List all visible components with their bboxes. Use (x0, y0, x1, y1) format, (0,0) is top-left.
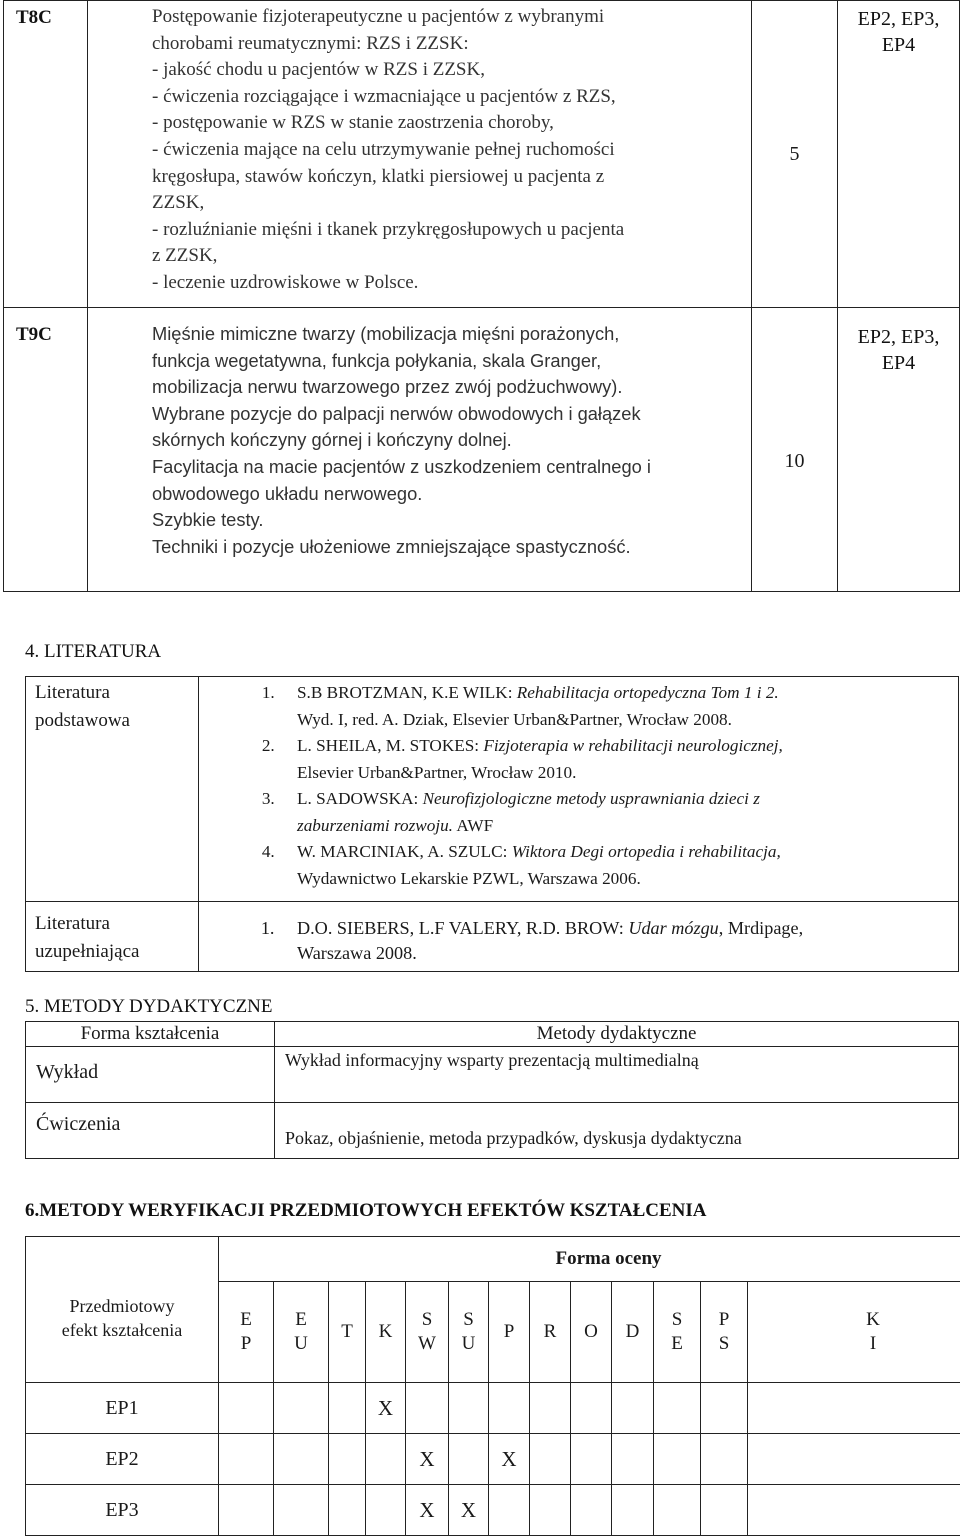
verification-effect: EP2 (26, 1434, 219, 1485)
assessment-column: T (329, 1282, 366, 1383)
topic-hours: 10 (752, 308, 838, 592)
ref-authors: D.O. SIEBERS, L.F VALERY, R.D. BROW: (297, 918, 628, 938)
verification-mark (329, 1434, 366, 1485)
topic-line: Postępowanie fizjoterapeutyczne u pacjentów z wybranymi (152, 4, 743, 31)
topic-content (88, 1, 752, 308)
verification-form-header: Forma oceny (219, 1237, 960, 1282)
topic-line: z ZZSK, (152, 243, 743, 270)
verification-mark (274, 1434, 329, 1485)
topic-effects-line: EP2, EP3, (838, 324, 959, 350)
ref-title: zaburzeniami rozwoju. (297, 816, 453, 835)
topic-code: T9C (4, 308, 88, 592)
verification-mark (274, 1485, 329, 1536)
assessment-column: E U (274, 1282, 329, 1383)
verification-mark (219, 1383, 274, 1434)
verification-mark (530, 1485, 571, 1536)
methods-table (25, 1021, 959, 1159)
verification-mark: X (406, 1434, 449, 1485)
assessment-column: E P (219, 1282, 274, 1383)
label-line: uzupełniająca (35, 938, 198, 966)
ref-title: Rehabilitacja ortopedyczna Tom 1 i 2. (517, 683, 779, 702)
assessment-column: K (366, 1282, 406, 1383)
topic-line: kręgosłupa, stawów kończyn, klatki piersiowej u pacjenta z (152, 164, 743, 191)
topic-line: mobilizacja nerwu twarzowego przez zwój podżuchwowy). (152, 374, 743, 401)
verification-mark (571, 1434, 612, 1485)
topic-line: - jakość chodu u pacjentów w RZS i ZZSK, (152, 57, 743, 84)
topic-line: ZZSK, (152, 190, 743, 217)
verification-mark (219, 1434, 274, 1485)
verification-mark (571, 1383, 612, 1434)
verification-mark (612, 1485, 654, 1536)
topic-effects (838, 308, 960, 592)
verification-mark (449, 1434, 489, 1485)
ref-authors: S.B BROTZMAN, K.E WILK: (297, 683, 517, 702)
verification-effect: EP1 (26, 1383, 219, 1434)
verification-row (26, 1434, 960, 1485)
ref-publisher: Wyd. I, red. A. Dziak, Elsevier Urban&Partner, Wrocław 2008. (297, 710, 732, 729)
verification-mark (571, 1485, 612, 1536)
verification-mark (366, 1434, 406, 1485)
ref-title: Fizjoterapia w rehabilitacji neurologicznej, (483, 736, 782, 755)
topics-table (3, 0, 960, 592)
verification-mark (654, 1434, 701, 1485)
verification-table (25, 1236, 960, 1536)
verification-mark (654, 1383, 701, 1434)
methods-form: Wykład (26, 1047, 275, 1103)
verification-mark: X (489, 1434, 530, 1485)
topic-line: Facylitacja na macie pacjentów z uszkodzeniem centralnego i (152, 454, 743, 481)
methods-row (26, 1047, 959, 1103)
verification-mark (701, 1485, 748, 1536)
literature-item (279, 916, 950, 965)
section-title-methods: 5. METODY DYDAKTYCZNE (25, 996, 273, 1018)
topic-line: - leczenie uzdrowiskowe w Polsce. (152, 270, 743, 297)
assessment-column: R (530, 1282, 571, 1383)
verification-mark (530, 1434, 571, 1485)
assessment-column: S E (654, 1282, 701, 1383)
verification-mark (449, 1383, 489, 1434)
verification-mark (489, 1485, 530, 1536)
ref-publisher: AWF (453, 816, 493, 835)
topic-line: Wybrane pozycje do palpacji nerwów obwodowych i gałązek (152, 401, 743, 428)
literature-supplementary-row (26, 902, 959, 972)
verification-mark (274, 1383, 329, 1434)
verification-row (26, 1383, 960, 1434)
label-line: Literatura (35, 679, 198, 707)
topic-line: Szybkie testy. (152, 507, 743, 534)
literature-table (25, 676, 959, 972)
verification-mark (748, 1434, 960, 1485)
topic-effects-line: EP4 (838, 350, 959, 376)
label-line: podstawowa (35, 707, 198, 735)
verification-mark (406, 1383, 449, 1434)
literature-item (279, 733, 950, 786)
verification-mark (219, 1485, 274, 1536)
methods-desc: Wykład informacyjny wsparty prezentacją multimedialną (275, 1047, 959, 1103)
ref-authors: W. MARCINIAK, A. SZULC: (297, 842, 512, 861)
topic-line: funkcja wegetatywna, funkcja połykania, skala Granger, (152, 348, 743, 375)
topic-line: - ćwiczenia mające na celu utrzymywanie pełnej ruchomości (152, 137, 743, 164)
ref-title: Udar mózgu (628, 918, 718, 938)
verification-mark (612, 1434, 654, 1485)
literature-item (279, 786, 950, 839)
header-line: Przedmiotowy (26, 1294, 218, 1318)
ref-publisher: Wydawnictwo Lekarskie PZWL, Warszawa 2006. (297, 869, 641, 888)
topic-line: Mięśnie mimiczne twarzy (mobilizacja mięśni porażonych, (152, 321, 743, 348)
verification-mark (654, 1485, 701, 1536)
topic-effects-line: EP2, EP3, (838, 6, 959, 32)
assessment-column: S U (449, 1282, 489, 1383)
label-line: Literatura (35, 910, 198, 938)
verification-mark (748, 1485, 960, 1536)
methods-header-row (26, 1022, 959, 1047)
literature-supplementary-list (199, 902, 959, 972)
topic-line: - ćwiczenia rozciągające i wzmacniające u pacjentów z RZS, (152, 84, 743, 111)
topic-row (4, 308, 960, 592)
literature-basic-list (199, 677, 959, 902)
assessment-column: K I (748, 1282, 960, 1383)
topic-code: T8C (4, 1, 88, 308)
ref-publisher: Warszawa 2008. (297, 943, 417, 963)
verification-mark (748, 1383, 960, 1434)
verification-mark: X (366, 1383, 406, 1434)
topic-line: chorobami reumatycznymi: RZS i ZZSK: (152, 31, 743, 58)
verification-mark (329, 1383, 366, 1434)
literature-item (279, 839, 950, 892)
assessment-column: D (612, 1282, 654, 1383)
ref-title: Neurofizjologiczne metody usprawniania dzieci z (423, 789, 760, 808)
ref-title: Wiktora Degi ortopedia i rehabilitacja, (512, 842, 781, 861)
ref-authors: L. SHEILA, M. STOKES: (297, 736, 483, 755)
methods-header-form: Forma kształcenia (26, 1022, 275, 1047)
verification-mark: X (406, 1485, 449, 1536)
header-line: efekt kształcenia (26, 1318, 218, 1342)
methods-form: Ćwiczenia (26, 1103, 275, 1159)
assessment-column: S W (406, 1282, 449, 1383)
verification-mark (489, 1383, 530, 1434)
assessment-column: P S (701, 1282, 748, 1383)
ref-authors: L. SADOWSKA: (297, 789, 423, 808)
literature-basic-label (26, 677, 199, 902)
verification-effect-header (26, 1237, 219, 1383)
topic-line: - postępowanie w RZS w stanie zaostrzenia choroby, (152, 110, 743, 137)
literature-supplementary-label (26, 902, 199, 972)
verification-header-row (26, 1237, 960, 1282)
verification-mark (701, 1434, 748, 1485)
topic-content (88, 308, 752, 592)
topic-line: - rozluźnianie mięśni i tkanek przykręgosłupowych u pacjenta (152, 217, 743, 244)
topic-line: obwodowego układu nerwowego. (152, 481, 743, 508)
literature-item (279, 680, 950, 733)
section-title-literature: 4. LITERATURA (25, 641, 161, 663)
topic-line: Techniki i pozycje ułożeniowe zmniejszające spastyczność. (152, 534, 743, 561)
topic-effects-line: EP4 (838, 32, 959, 58)
topic-effects (838, 1, 960, 308)
verification-row (26, 1485, 960, 1536)
literature-basic-row (26, 677, 959, 902)
verification-mark: X (449, 1485, 489, 1536)
verification-effect: EP3 (26, 1485, 219, 1536)
verification-mark (530, 1383, 571, 1434)
ref-publisher: Elsevier Urban&Partner, Wrocław 2010. (297, 763, 576, 782)
verification-mark (701, 1383, 748, 1434)
methods-row (26, 1103, 959, 1159)
assessment-column: O (571, 1282, 612, 1383)
topic-line: skórnych kończyny górnej i kończyny dolnej. (152, 427, 743, 454)
methods-header-methods: Metody dydaktyczne (275, 1022, 959, 1047)
topic-row (4, 1, 960, 308)
verification-mark (612, 1383, 654, 1434)
verification-mark (329, 1485, 366, 1536)
section-title-verification: 6.METODY WERYFIKACJI PRZEDMIOTOWYCH EFEKTÓW KSZTAŁCENIA (25, 1200, 707, 1222)
methods-desc: Pokaz, objaśnienie, metoda przypadków, dyskusja dydaktyczna (275, 1103, 959, 1159)
verification-mark (366, 1485, 406, 1536)
topic-hours: 5 (752, 1, 838, 308)
assessment-column: P (489, 1282, 530, 1383)
ref-publisher: , Mrdipage, (719, 918, 803, 938)
